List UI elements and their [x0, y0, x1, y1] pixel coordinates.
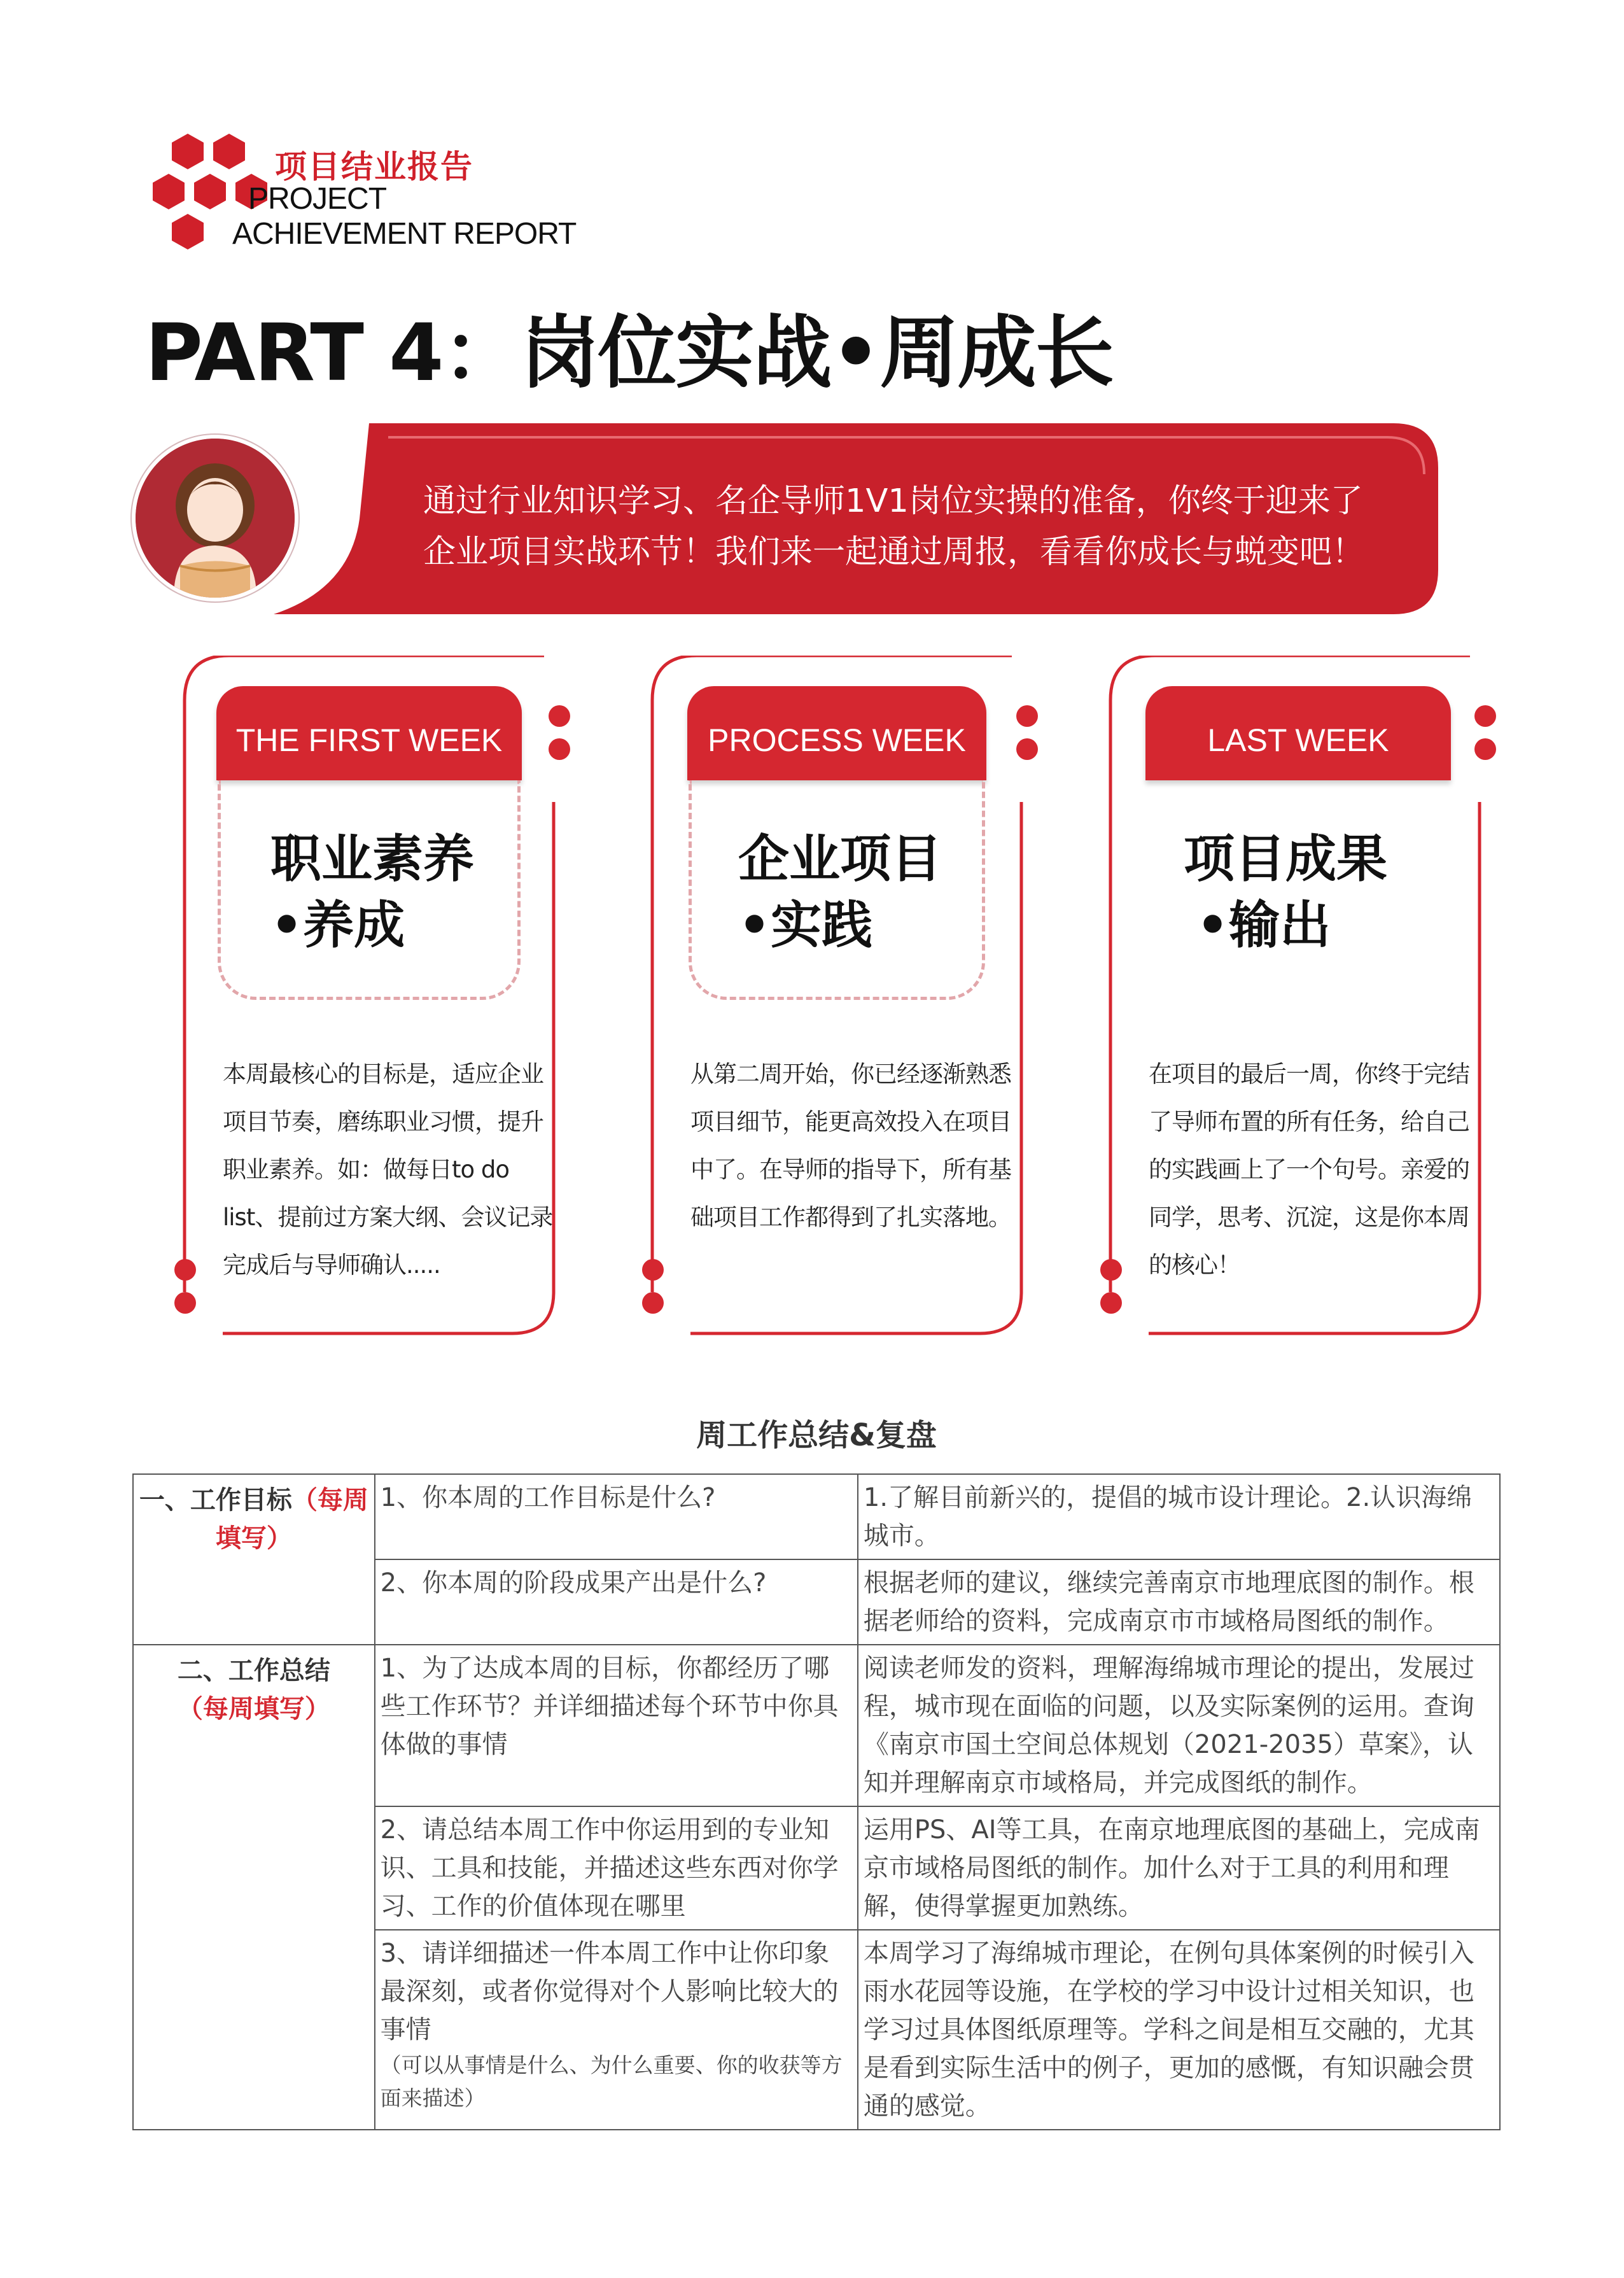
- review-title: 周工作总结&复盘: [696, 1417, 937, 1453]
- week-description: 本周最核心的目标是，适应企业项目节奏，磨练职业习惯，提升职业素养。如：做每日to do list、提前过方案大纲、会议记录完成后与导师确认.....: [223, 1060, 553, 1279]
- decor-dot: [1474, 705, 1496, 727]
- answer-cell: 运用PS、AI等工具，在南京地理底图的基础上，完成南京市域格局图纸的制作。加什么对于工具的利用和理解，使得掌握更加熟练。: [858, 1806, 1500, 1930]
- week-title-line1: 项目成果: [1184, 829, 1387, 889]
- week-description: 从第二周开始，你已经逐渐熟悉项目细节，能更高效投入在项目中了。在导师的指导下，所有基础项目工作都得到了扎实落地。: [690, 1060, 1011, 1231]
- week-title-line2: •养成: [270, 896, 405, 955]
- answer-cell: 1.了解目前新兴的，提倡的城市设计理论。2.认识海绵城市。: [858, 1474, 1500, 1559]
- review-table: [132, 1473, 1501, 2130]
- section-name: 一、工作目标: [139, 1486, 292, 1515]
- table-row: [133, 1645, 1500, 1806]
- decor-dot: [642, 1292, 664, 1314]
- week-card-process: [646, 656, 1028, 1337]
- section-tag: （每周填写）: [177, 1694, 330, 1724]
- decor-dot: [549, 705, 570, 727]
- decor-dot: [174, 1259, 196, 1281]
- section-label: [133, 1474, 375, 1645]
- decor-dot: [1016, 705, 1038, 727]
- question-cell: 2、你本周的阶段成果产出是什么?: [375, 1559, 858, 1645]
- question-cell: 1、你本周的工作目标是什么?: [375, 1474, 858, 1559]
- week-title-line2: •实践: [738, 896, 873, 955]
- report-title-cn: 项目结业报告: [275, 148, 473, 185]
- section-name: 二、工作总结: [177, 1656, 330, 1685]
- week-tab-label: PROCESS WEEK: [687, 686, 986, 780]
- week-title: [270, 826, 474, 959]
- week-title: [1184, 826, 1387, 959]
- section-tag: （每周填写）: [215, 1486, 368, 1553]
- week-title-line1: 职业素养: [270, 829, 474, 889]
- student-avatar: [132, 435, 298, 601]
- decor-dot: [549, 738, 570, 760]
- question-cell: [375, 1930, 858, 2130]
- answer-cell: 根据老师的建议，继续完善南京市地理底图的制作。根据老师给的资料，完成南京市市域格局图纸的制作。: [858, 1559, 1500, 1645]
- question-text: 3、请详细描述一件本周工作中让你印象最深刻，或者你觉得对个人影响比较大的事情: [380, 1939, 839, 2044]
- week-tab-label: THE FIRST WEEK: [216, 686, 522, 780]
- week-title-line2: •输出: [1196, 896, 1331, 955]
- intro-text: 通过行业知识学习、名企导师1V1岗位实操的准备，你终于迎来了企业项目实战环节！我们来一起通过周报，看看你成长与蜕变吧！: [423, 482, 1365, 571]
- decor-dot: [1100, 1292, 1122, 1314]
- week-title: [738, 826, 942, 959]
- student-avatar-icon: [136, 439, 295, 598]
- decor-dot: [642, 1259, 664, 1281]
- week-description: 在项目的最后一周，你终于完结了导师布置的所有任务，给自己的实践画上了一个句号。亲爱的同学，思考、沉淀，这是你本周的核心！: [1149, 1060, 1469, 1279]
- part-title: PART 4：岗位实战•周成长: [145, 307, 1113, 399]
- week-card-last: [1104, 656, 1486, 1337]
- report-title-en-line1: PROJECT: [248, 182, 387, 216]
- question-hint: （可以从事情是什么、为什么重要、你的收获等方面来描述）: [380, 2053, 843, 2111]
- week-tab-label: LAST WEEK: [1145, 686, 1451, 780]
- decor-dot: [1100, 1259, 1122, 1281]
- report-title-en-line2: ACHIEVEMENT REPORT: [232, 217, 577, 251]
- decor-dot: [1474, 738, 1496, 760]
- table-row: [133, 1474, 1500, 1559]
- decor-dot: [174, 1292, 196, 1314]
- answer-cell: 阅读老师发的资料，理解海绵城市理论的提出，发展过程，城市现在面临的问题，以及实际案例的运用。查询《南京市国土空间总体规划（2021-2035）草案》，认知并理解南京市域格局，并完成图纸的制作。: [858, 1645, 1500, 1806]
- question-cell: 1、为了达成本周的目标，你都经历了哪些工作环节？并详细描述每个环节中你具体做的事情: [375, 1645, 858, 1806]
- question-cell: 2、请总结本周工作中你运用到的专业知识、工具和技能，并描述这些东西对你学习、工作的价值体现在哪里: [375, 1806, 858, 1930]
- answer-cell: 本周学习了海绵城市理论，在例句具体案例的时候引入雨水花园等设施，在学校的学习中设计过相关知识，也学习过具体图纸原理等。学科之间是相互交融的，尤其是看到实际生活中的例子，更加的感慨，有知识融会贯通的感觉。: [858, 1930, 1500, 2130]
- decor-dot: [1016, 738, 1038, 760]
- week-card-first: [178, 656, 560, 1337]
- section-label: [133, 1645, 375, 2130]
- week-title-line1: 企业项目: [738, 829, 942, 889]
